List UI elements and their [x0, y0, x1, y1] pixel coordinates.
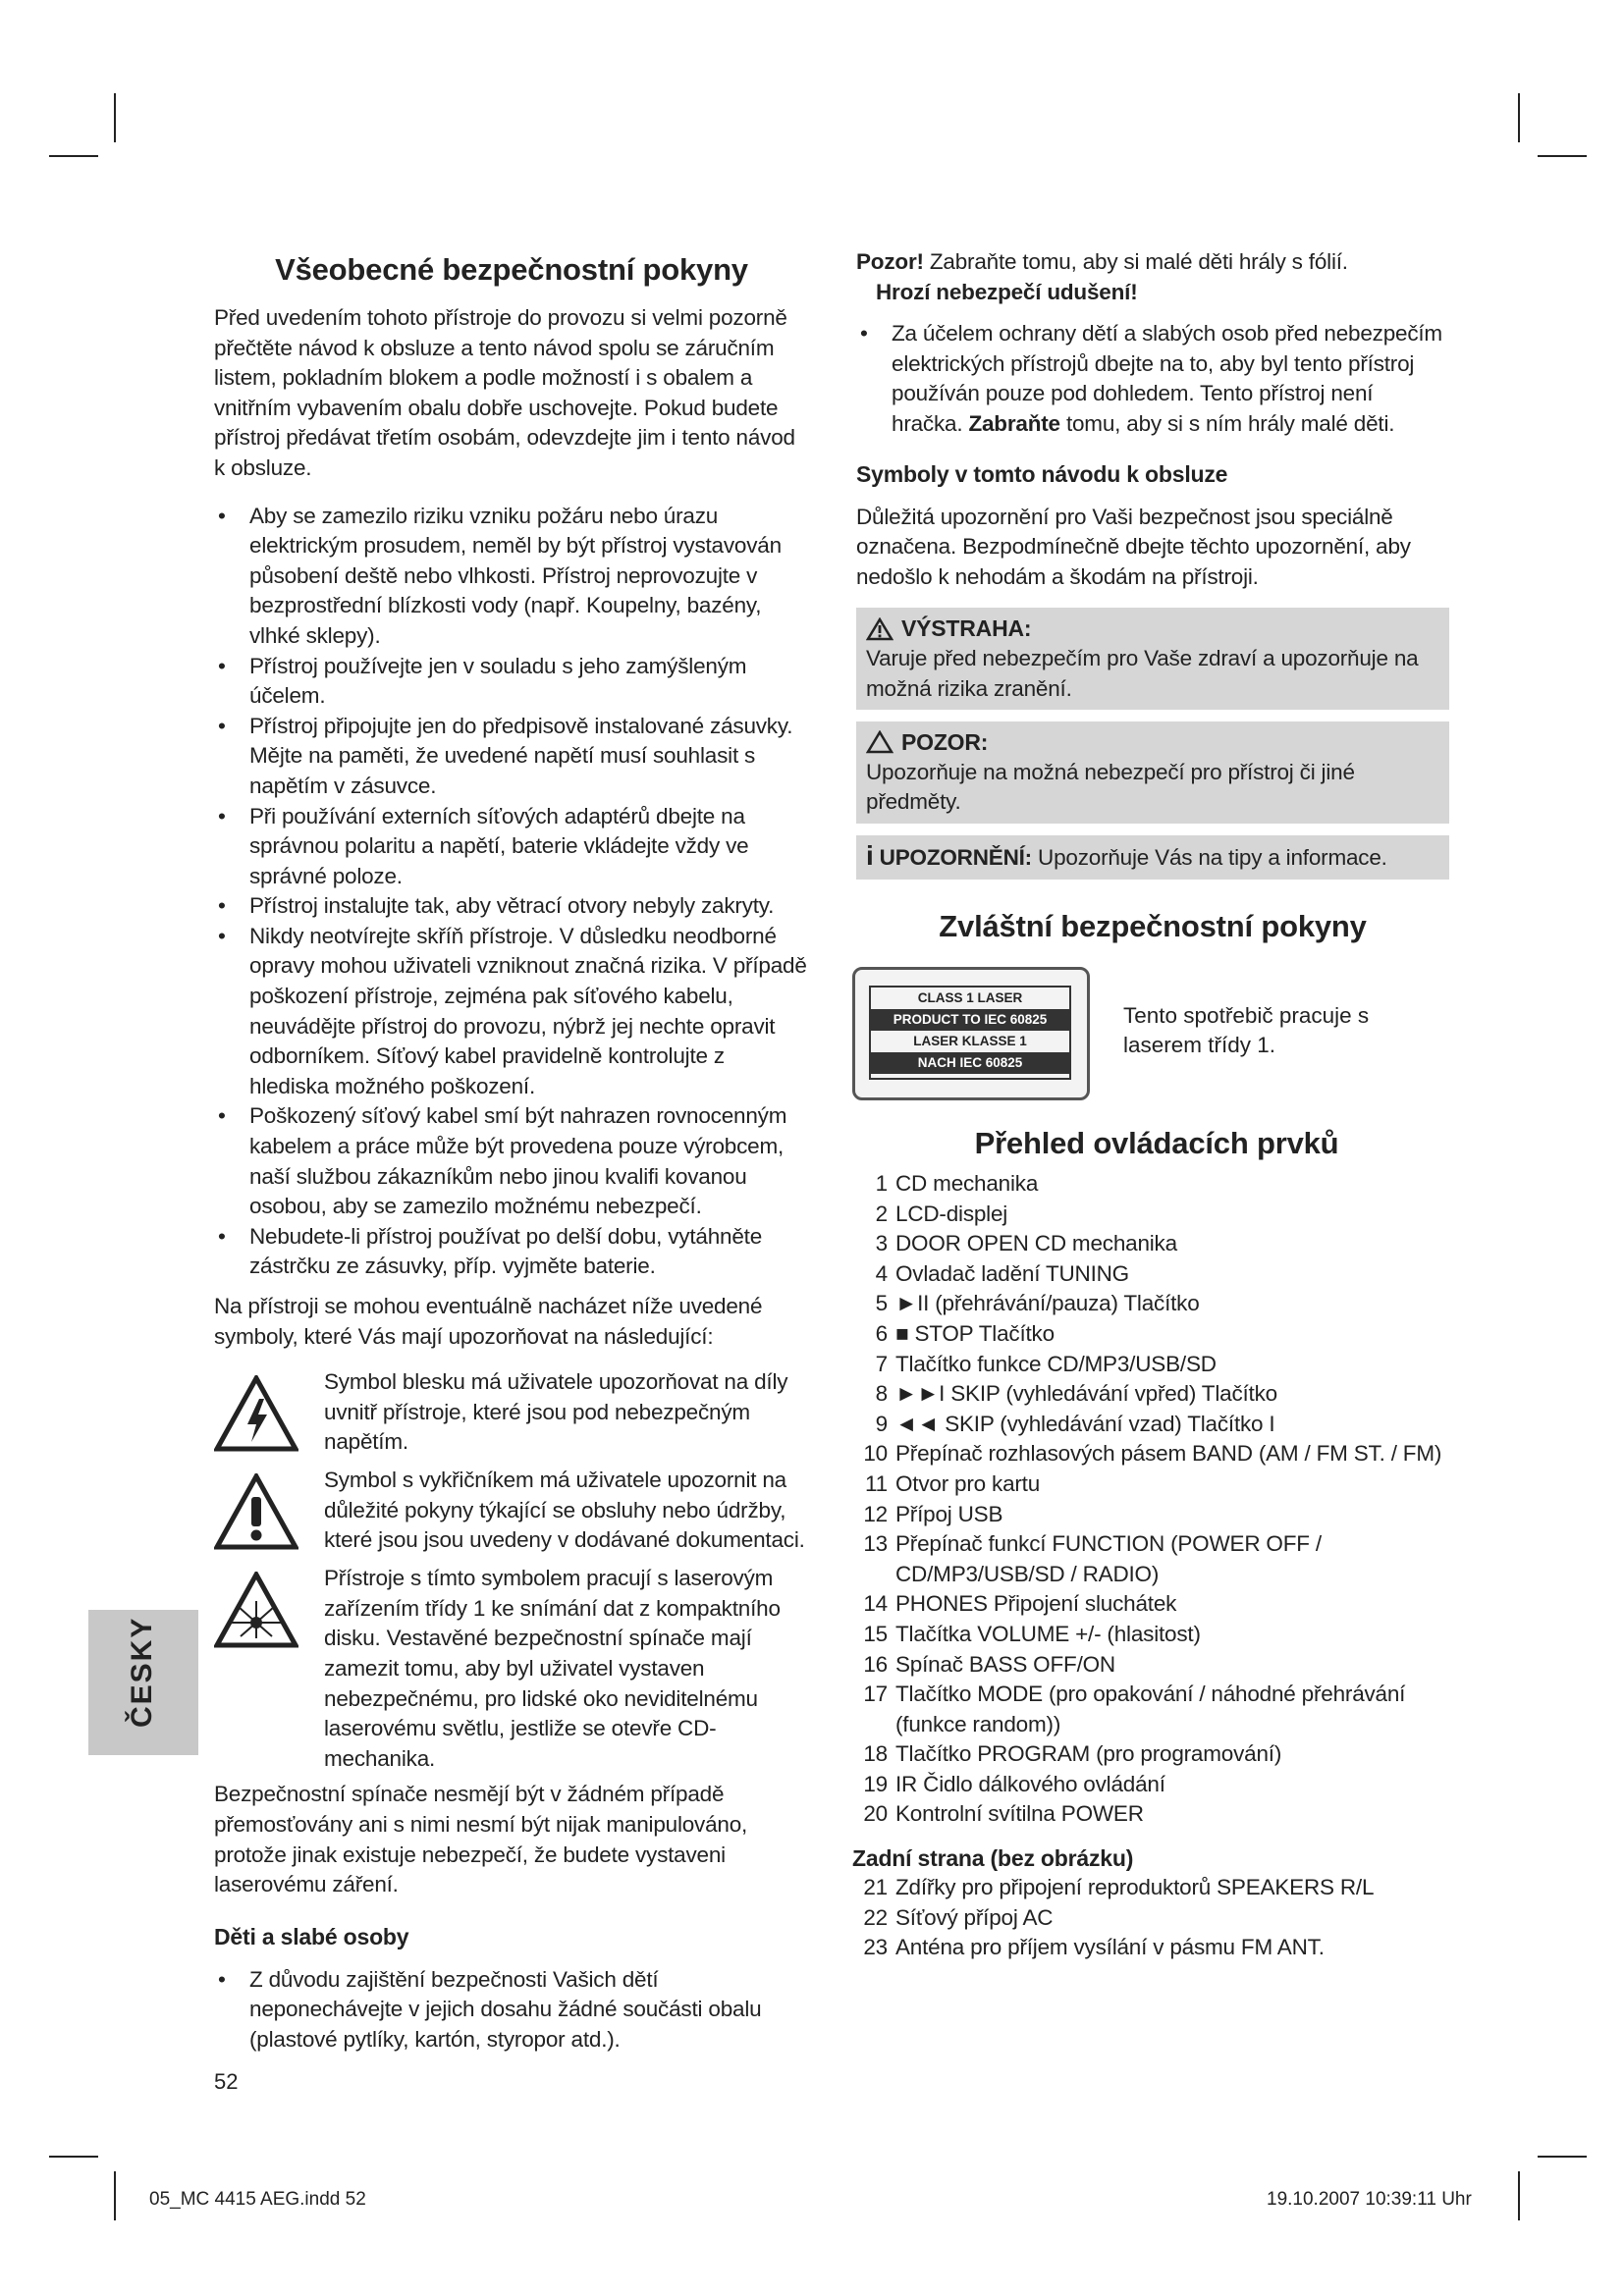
children-heading: Děti a slabé osoby	[214, 1923, 409, 1949]
protection-list	[856, 319, 1449, 439]
pozor-line: Pozor! Zabraňte tomu, aby si malé děti hrály s fólií.	[856, 249, 1348, 274]
item-text: Přípoj USB	[895, 1501, 1003, 1526]
list-item	[852, 1903, 1461, 1934]
vystraha-heading: VÝSTRAHA:	[866, 614, 1439, 644]
list-item	[852, 1229, 1461, 1259]
laser-text: Tento spotřebič pracuje s laserem třídy 1.	[1123, 1003, 1370, 1057]
pozor-box: POZOR: Upozorňuje na možná nebezpečí pro přístroj či jiné předměty.	[856, 721, 1449, 824]
item-text: DOOR OPEN CD mechanika	[895, 1231, 1177, 1256]
pozor-warning: Hrozí nebezpečí udušení!	[876, 279, 1138, 304]
item-number: 17	[863, 1682, 888, 1707]
bullet-icon: •	[218, 1966, 226, 1992]
list-item	[852, 1680, 1461, 1739]
list-item	[852, 1589, 1461, 1620]
caution-triangle-icon	[866, 730, 893, 754]
list-item	[852, 1469, 1461, 1500]
list-item	[852, 1620, 1461, 1650]
bullet-icon: •	[860, 321, 868, 347]
item-text: LCD-displej	[895, 1201, 1008, 1226]
bullet-icon: •	[218, 713, 226, 738]
item-text: Přepínač funkcí FUNCTION (POWER OFF / CD/MP3/USB/SD / RADIO)	[895, 1531, 1322, 1586]
item-number: 10	[863, 1441, 888, 1467]
bullet-icon: •	[218, 1223, 226, 1249]
info-icon: i	[866, 839, 874, 871]
laser-class-label: CLASS 1 LASER PRODUCT TO IEC 60825 LASER KLASSE 1 NACH IEC 60825	[852, 967, 1090, 1100]
controls-title: Přehled ovládacích prvků	[974, 1126, 1339, 1160]
crop-mark	[1538, 155, 1587, 157]
safety-list	[214, 502, 809, 1282]
intro-paragraph: Před uvedením tohoto přístroje do provozu si velmi pozorně přečtěte návod k obsluze a tento návod spolu se záručním listem, pokladním blokem a podle možností i s obalem a vnitřním vybavením obalu dobře uschovejte. Pokud budete přístroj předávat třetím osobám, odevzdejte jim i tento návod k obsluze.	[214, 305, 795, 480]
item-number: 2	[875, 1201, 888, 1226]
item-number: 14	[863, 1591, 888, 1617]
crop-mark	[1518, 93, 1520, 142]
bullet-icon: •	[218, 923, 226, 948]
language-tab: ČESKY	[88, 1610, 198, 1755]
list-item: • Poškozený síťový kabel smí být nahrazen rovnocenným kabelem a práce může být provedena pouze výrobcem, naší službou zákazníkům nebo jinou kvalifi kovanou osobou, aby se zamezilo možnému nebezpečí.	[218, 1103, 787, 1219]
bullet-icon: •	[218, 653, 226, 678]
item-text: Tlačítka VOLUME +/- (hlasitost)	[895, 1621, 1201, 1646]
controls-list	[852, 1169, 1461, 1830]
item-text: ■ STOP Tlačítko	[895, 1320, 1055, 1346]
item-text: Zdířky pro připojení reproduktorů SPEAKERS R/L	[895, 1875, 1375, 1900]
list-item: • Za účelem ochrany dětí a slabých osob před nebezpečím elektrických přístrojů dbejte na to, aby byl tento přístroj používán pouze pod dohledem. Tento přístroj není hračka. Zabraňte tomu, aby si s ním hrály malé děti.	[860, 321, 1442, 436]
item-text: Otvor pro kartu	[895, 1470, 1041, 1496]
list-item	[852, 1379, 1461, 1410]
children-list	[214, 1965, 809, 2056]
list-item	[852, 1933, 1461, 1963]
list-item: • Nikdy neotvírejte skříň přístroje. V důsledku neodborné opravy mohou uživateli vzniknout značná rizika. V případě poškození přístroje, zejména pak síťového kabelu, neuvádějte přístroj do provozu, nýbrž jej nechte opravit odborníkem. Síťový kabel pravidelně kontrolujte z hlediska možného poškození.	[218, 923, 807, 1098]
item-text: Přepínač rozhlasových pásem BAND (AM / FM ST. / FM)	[895, 1441, 1442, 1467]
list-item	[852, 1799, 1461, 1830]
list-item: • Z důvodu zajištění bezpečnosti Vašich dětí neponechávejte v jejich dosahu žádné součásti obalu (plastové pytlíky, kartón, styropor atd.).	[218, 1966, 762, 2052]
bullet-icon: •	[218, 893, 226, 919]
crop-mark	[114, 2171, 116, 2220]
list-item	[852, 1439, 1461, 1469]
item-text: Síťový přípoj AC	[895, 1904, 1054, 1930]
special-safety-title: Zvláštní bezpečnostní pokyny	[939, 908, 1367, 943]
list-item	[852, 1410, 1461, 1440]
rear-heading: Zadní strana (bez obrázku)	[852, 1845, 1134, 1872]
item-number: 12	[863, 1501, 888, 1526]
list-item	[852, 1873, 1461, 1903]
rear-list	[852, 1873, 1461, 1963]
item-text: Ovladač ladění TUNING	[895, 1260, 1129, 1286]
page-number: 52	[214, 2069, 239, 2094]
item-number: 22	[863, 1904, 888, 1930]
list-item: • Nebudete-li přístroj používat po delší dobu, vytáhněte zástrčku ze zásuvky, příp. vyjměte baterie.	[218, 1223, 763, 1279]
bullet-icon: •	[218, 1103, 226, 1129]
footer-date: 19.10.2007 10:39:11 Uhr	[1267, 2189, 1472, 2210]
list-item	[852, 1259, 1461, 1290]
item-text: PHONES Připojení sluchátek	[895, 1591, 1177, 1617]
item-number: 9	[875, 1411, 888, 1436]
item-number: 20	[863, 1801, 888, 1827]
item-number: 1	[875, 1171, 888, 1196]
page-title: Všeobecné bezpečnostní pokyny	[275, 252, 748, 287]
list-item	[852, 1350, 1461, 1380]
item-text: Tlačítko MODE (pro opakování / náhodné přehrávání (funkce random))	[895, 1682, 1406, 1736]
item-number: 23	[863, 1935, 888, 1960]
list-item	[852, 1739, 1461, 1770]
bullet-icon: •	[218, 503, 226, 528]
lightning-symbol-row: Symbol blesku má uživatele upozorňovat na díly uvnitř přístroje, které jsou pod nebezpečným napětím.	[214, 1367, 809, 1462]
list-item	[852, 1770, 1461, 1800]
list-item	[852, 1319, 1461, 1350]
crop-mark	[1538, 2156, 1587, 2158]
symbols-heading: Symboly v tomto návodu k obsluze	[856, 460, 1228, 487]
list-item	[852, 1200, 1461, 1230]
exclamation-warning-icon	[214, 1473, 298, 1550]
lightning-warning-icon	[214, 1375, 298, 1452]
upozorneni-box: i UPOZORNĚNÍ: Upozorňuje Vás na tipy a informace.	[856, 835, 1449, 880]
symbols-intro: Na přístroji se mohou eventuálně nacházet níže uvedené symboly, které Vás mají upozorňovat na následující:	[214, 1294, 763, 1349]
item-number: 19	[863, 1771, 888, 1796]
list-item: • Přístroj instalujte tak, aby větrací otvory nebyly zakryty.	[214, 891, 809, 922]
exclamation-symbol-row: Symbol s vykřičníkem má uživatele upozornit na důležité pokyny týkající se obsluhy nebo údržby, které jsou jsou uvedeny v dodávané dokumentaci.	[214, 1466, 809, 1560]
list-item: • Přístroj používejte jen v souladu s jeho zamýšleným účelem.	[218, 653, 747, 709]
item-text: Tlačítko PROGRAM (pro programování)	[895, 1741, 1282, 1767]
item-number: 4	[875, 1260, 888, 1286]
list-item	[852, 1650, 1461, 1681]
item-number: 18	[863, 1741, 888, 1767]
crop-mark	[49, 2156, 98, 2158]
crop-mark	[1518, 2171, 1520, 2220]
item-number: 11	[865, 1470, 888, 1496]
list-item	[852, 1500, 1461, 1530]
item-text: ◄◄ SKIP (vyhledávání vzad) Tlačítko I	[895, 1411, 1275, 1436]
item-text: Kontrolní svítilna POWER	[895, 1801, 1144, 1827]
vystraha-box: VÝSTRAHA: Varuje před nebezpečím pro Vaše zdraví a upozorňuje na možná rizika zranění.	[856, 608, 1449, 710]
item-number: 5	[875, 1291, 888, 1316]
safety-switch-paragraph: Bezpečnostní spínače nesmějí být v žádném případě přemosťovány ani s nimi nesmí být nijak manipulováno, protože jinak existuje nebezpečí, že budete vystaveni laserovému záření.	[214, 1782, 748, 1897]
item-number: 8	[875, 1381, 888, 1407]
item-number: 7	[875, 1351, 888, 1376]
controls-section	[852, 1124, 1461, 1963]
item-text: Spínač BASS OFF/ON	[895, 1651, 1115, 1677]
item-number: 15	[863, 1621, 888, 1646]
list-item: • Aby se zamezilo riziku vzniku požáru nebo úrazu elektrickým prosudem, neměl by být přístroj vystavován působení deště nebo vlhkosti. Přístroj neprovozujte v bezprostřední blízkosti vody (např. Koupelny, bazény, vlhké sklepy).	[218, 503, 782, 648]
crop-mark	[49, 155, 98, 157]
warning-triangle-icon	[866, 617, 893, 641]
item-number: 16	[863, 1651, 888, 1677]
list-item	[852, 1169, 1461, 1200]
item-number: 13	[863, 1531, 888, 1557]
item-text: ►►I SKIP (vyhledávání vpřed) Tlačítko	[895, 1381, 1277, 1407]
item-text: Anténa pro příjem vysílání v pásmu FM ANT.	[895, 1935, 1325, 1960]
item-number: 21	[863, 1875, 888, 1900]
list-item	[852, 1529, 1461, 1589]
right-column	[856, 247, 1449, 946]
left-column	[214, 250, 809, 2056]
laser-symbol-row: Přístroje s tímto symbolem pracují s laserovým zařízením třídy 1 ke snímání dat z kompaktního disku. Vestavěné bezpečnostní spínače mají zamezit tomu, aby byl uživatel vystaven nebezpečnému, pro lidské oko neviditelnému laserovému světlu, jestliže se otevře CD-mechanika.	[214, 1564, 809, 1774]
item-text: Tlačítko funkce CD/MP3/USB/SD	[895, 1351, 1217, 1376]
list-item: • Přístroj připojujte jen do předpisově instalované zásuvky. Mějte na paměti, že uvedené napětí musí souhlasit s napětím v zásuvce.	[218, 713, 793, 798]
item-number: 6	[875, 1320, 888, 1346]
footer-file: 05_MC 4415 AEG.indd 52	[149, 2189, 366, 2210]
laser-warning-icon	[214, 1572, 298, 1648]
symbols-paragraph: Důležitá upozornění pro Vaši bezpečnost jsou speciálně označena. Bezpodmínečně dbejte těchto upozornění, aby nedošlo k nehodám a škodám na přístroji.	[856, 504, 1411, 589]
list-item: • Při používání externích síťových adaptérů dbejte na správnou polaritu a napětí, baterie vkládejte vždy ve správné poloze.	[218, 803, 749, 888]
item-text: ►II (přehrávání/pauza) Tlačítko	[895, 1291, 1200, 1316]
crop-mark	[114, 93, 116, 142]
pozor-heading: POZOR:	[866, 727, 1439, 758]
list-item	[852, 1289, 1461, 1319]
item-text: CD mechanika	[895, 1171, 1039, 1196]
bullet-icon: •	[218, 803, 226, 828]
item-text: IR Čidlo dálkového ovládání	[895, 1771, 1165, 1796]
item-number: 3	[875, 1231, 888, 1256]
